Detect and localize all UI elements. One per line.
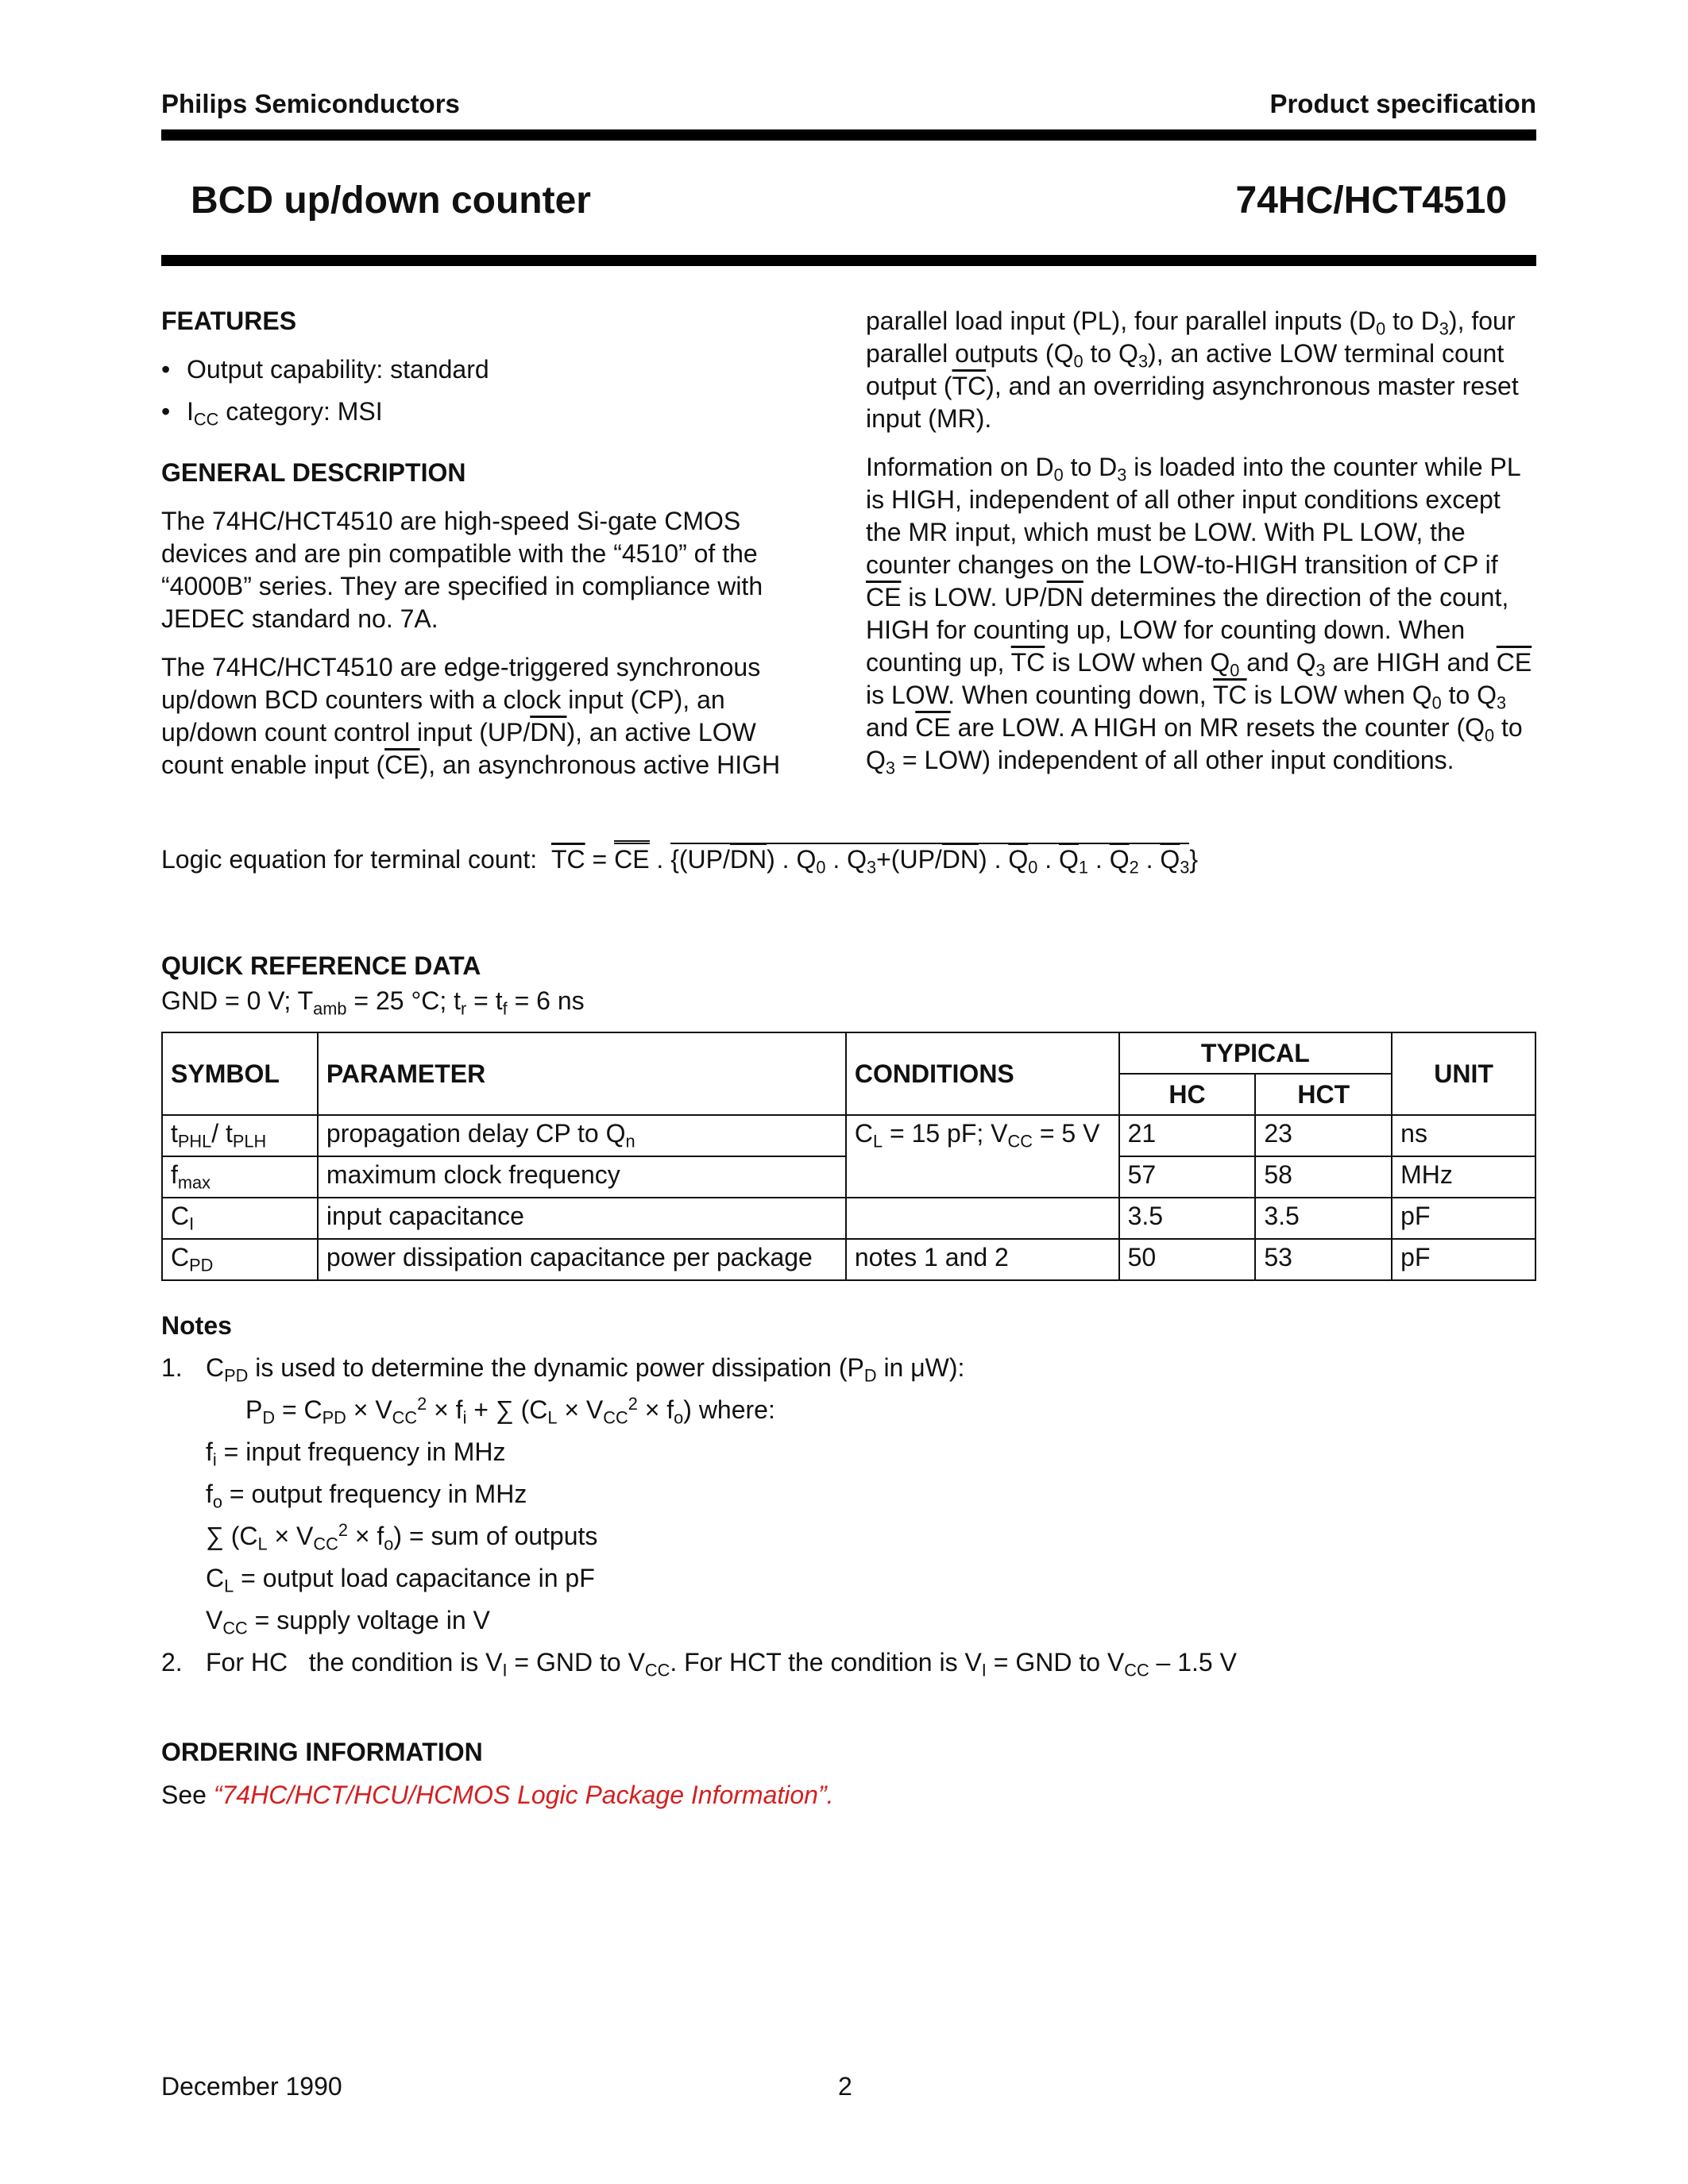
company-name: Philips Semiconductors [161, 89, 460, 118]
notes-heading: Notes [161, 1311, 232, 1340]
logic-equation: Logic equation for terminal count: $\overline{TC}$ = CE . {$(UP/\overline{DN})$ . $Q_0$ . $Q_3+(UP/\overline{DN})$ . $\overline{Q}_0$ . $\overline{Q}_1$ . $\overline{Q}_2$ . $\overline{Q}_3$} [161, 843, 1536, 876]
part-number: 74HC/HCT4510 [1235, 179, 1507, 222]
page-title: BCD up/down counter [191, 179, 591, 222]
table-row [162, 1198, 1535, 1239]
col-unit: UNIT [1392, 1032, 1535, 1115]
right-para1: parallel load input (PL), four parallel inputs ($D_0$ to $D_3$), four parallel outputs ($Q_0$ to $Q_3$), an active LOW terminal count output $(\overline{TC})$, and an overriding asynchronous master reset input (MR). [866, 307, 1519, 433]
ordering-heading: ORDERING INFORMATION [161, 1738, 483, 1766]
table-row [162, 1115, 1535, 1156]
cell-symbol: $f_{max}$ [162, 1156, 318, 1198]
features-list [161, 353, 805, 428]
quick-reference-conditions: GND = 0 V; $T_{amb} = 25$ °C; $t_r = t_f = 6$ ns [161, 986, 585, 1019]
cell-hc: 57 [1119, 1156, 1256, 1198]
table-row [162, 1239, 1535, 1280]
note-def-cl: $C_L$ = output load capacitance in pF [206, 1564, 595, 1596]
cell-symbol: $t_{PHL}/$ $t_{PLH}$ [162, 1115, 318, 1156]
col-hct: HCT [1255, 1074, 1392, 1115]
quick-reference-table [161, 1032, 1536, 1281]
cell-hc: 21 [1119, 1115, 1256, 1156]
document-type: Product specification [1269, 89, 1536, 118]
quick-reference-heading: QUICK REFERENCE DATA [161, 951, 481, 980]
cell-hc: 3.5 [1119, 1198, 1256, 1239]
note-def-sum: ∑ $(C_L \times V_{CC}^2 \times f_o)$ = sum of outputs [206, 1520, 598, 1554]
cell-unit: MHz [1392, 1156, 1535, 1198]
general-description-para1: The 74HC/HCT4510 are high-speed Si-gate CMOS devices and are pin compatible with the “4510” of the “4000B” series. They are specified in compliance with JEDEC standard no. 7A. [161, 507, 763, 633]
cell-conditions: $C_L = 15$ pF; $V_{CC} = 5$ V [846, 1115, 1119, 1198]
table-header-row [162, 1032, 1535, 1074]
list-item: • Output capability: standard [161, 355, 489, 384]
note-def-fo: $f_o$ = output frequency in MHz [206, 1480, 527, 1512]
cell-parameter: input capacitance [318, 1198, 846, 1239]
features-heading: FEATURES [161, 307, 297, 335]
cell-symbol: $C_{PD}$ [162, 1239, 318, 1280]
page-number: 2 [838, 2072, 852, 2101]
cell-parameter: propagation delay CP to $Q_n$ [318, 1115, 846, 1156]
right-para2: Information on $D_0$ to $D_3$ is loaded into the counter while PL is HIGH, independent of all other input conditions except the MR input, which must be LOW. With PL LOW, the counter changes on the LOW-to-HIGH transition of CP if $\overline{CE}$ is LOW. $UP/\overline{DN}$ determines the direction of the count, HIGH for counting up, LOW for counting down. When counting up, $\overline{TC}$ is LOW when $Q_0$ and $Q_3$ are HIGH and $\overline{CE}$ is LOW. When counting down, $\overline{TC}$ is LOW when $Q_0$ to $Q_3$ and $\overline{CE}$ are LOW. A HIGH on MR resets the counter ($Q_0$ to $Q_3 = LOW$) independent of all other input conditions. [866, 453, 1532, 778]
col-hc: HC [1119, 1074, 1256, 1115]
right-column [866, 305, 1537, 793]
cell-unit: pF [1392, 1239, 1535, 1280]
notes-section [161, 1311, 1536, 1690]
cell-symbol: $C_I$ [162, 1198, 318, 1239]
footer-date: December 1990 [161, 2072, 342, 2101]
header-rule-top [161, 129, 1536, 141]
note-2: 2. For HC the condition is $V_I$ = GND to $V_{CC}$. For HCT the condition is $V_I$ = GND to $V_{CC} - 1.5$ V [161, 1648, 1237, 1680]
cell-unit: ns [1392, 1115, 1535, 1156]
note-def-vcc: $V_{CC}$ = supply voltage in V [206, 1606, 490, 1638]
col-typical: TYPICAL [1119, 1032, 1393, 1074]
list-item: • $I_{CC}$ category: MSI [161, 397, 383, 430]
cell-parameter: maximum clock frequency [318, 1156, 846, 1198]
cell-conditions: notes 1 and 2 [846, 1239, 1119, 1280]
col-conditions: CONDITIONS [846, 1032, 1119, 1115]
cell-hct: 23 [1255, 1115, 1392, 1156]
cell-unit: pF [1392, 1198, 1535, 1239]
ordering-text: See “74HC/HCT/HCU/HCMOS Logic Package Information”. [161, 1781, 834, 1809]
general-description-heading: GENERAL DESCRIPTION [161, 458, 466, 487]
package-info-link[interactable]: “74HC/HCT/HCU/HCMOS Logic Package Information” [213, 1781, 827, 1809]
cell-hc: 50 [1119, 1239, 1256, 1280]
cell-parameter: power dissipation capacitance per package [318, 1239, 846, 1280]
left-column [161, 305, 805, 797]
cell-hct: 53 [1255, 1239, 1392, 1280]
note-def-fi: $f_i$ = input frequency in MHz [206, 1437, 506, 1470]
col-symbol: SYMBOL [162, 1032, 318, 1115]
cell-hct: 3.5 [1255, 1198, 1392, 1239]
note-1-equation: $P_D = C_{PD} \times V_{CC}^2 \times f_i$ + ∑ $(C_L \times V_{CC}^2 \times f_o)$ where: [245, 1394, 775, 1428]
cell-hct: 58 [1255, 1156, 1392, 1198]
cell-conditions [846, 1198, 1119, 1239]
header-rule-bottom [161, 255, 1536, 266]
col-parameter: PARAMETER [318, 1032, 846, 1115]
general-description-para2: The 74HC/HCT4510 are edge-triggered synchronous up/down BCD counters with a clock input (CP), an up/down count control input $(UP/\overline{DN})$, an active LOW count enable input $(\overline{CE})$, an asynchronous active HIGH [161, 653, 781, 779]
note-1: 1. $C_{PD}$ is used to determine the dynamic power dissipation ($P_D$ in μW): [161, 1353, 965, 1386]
